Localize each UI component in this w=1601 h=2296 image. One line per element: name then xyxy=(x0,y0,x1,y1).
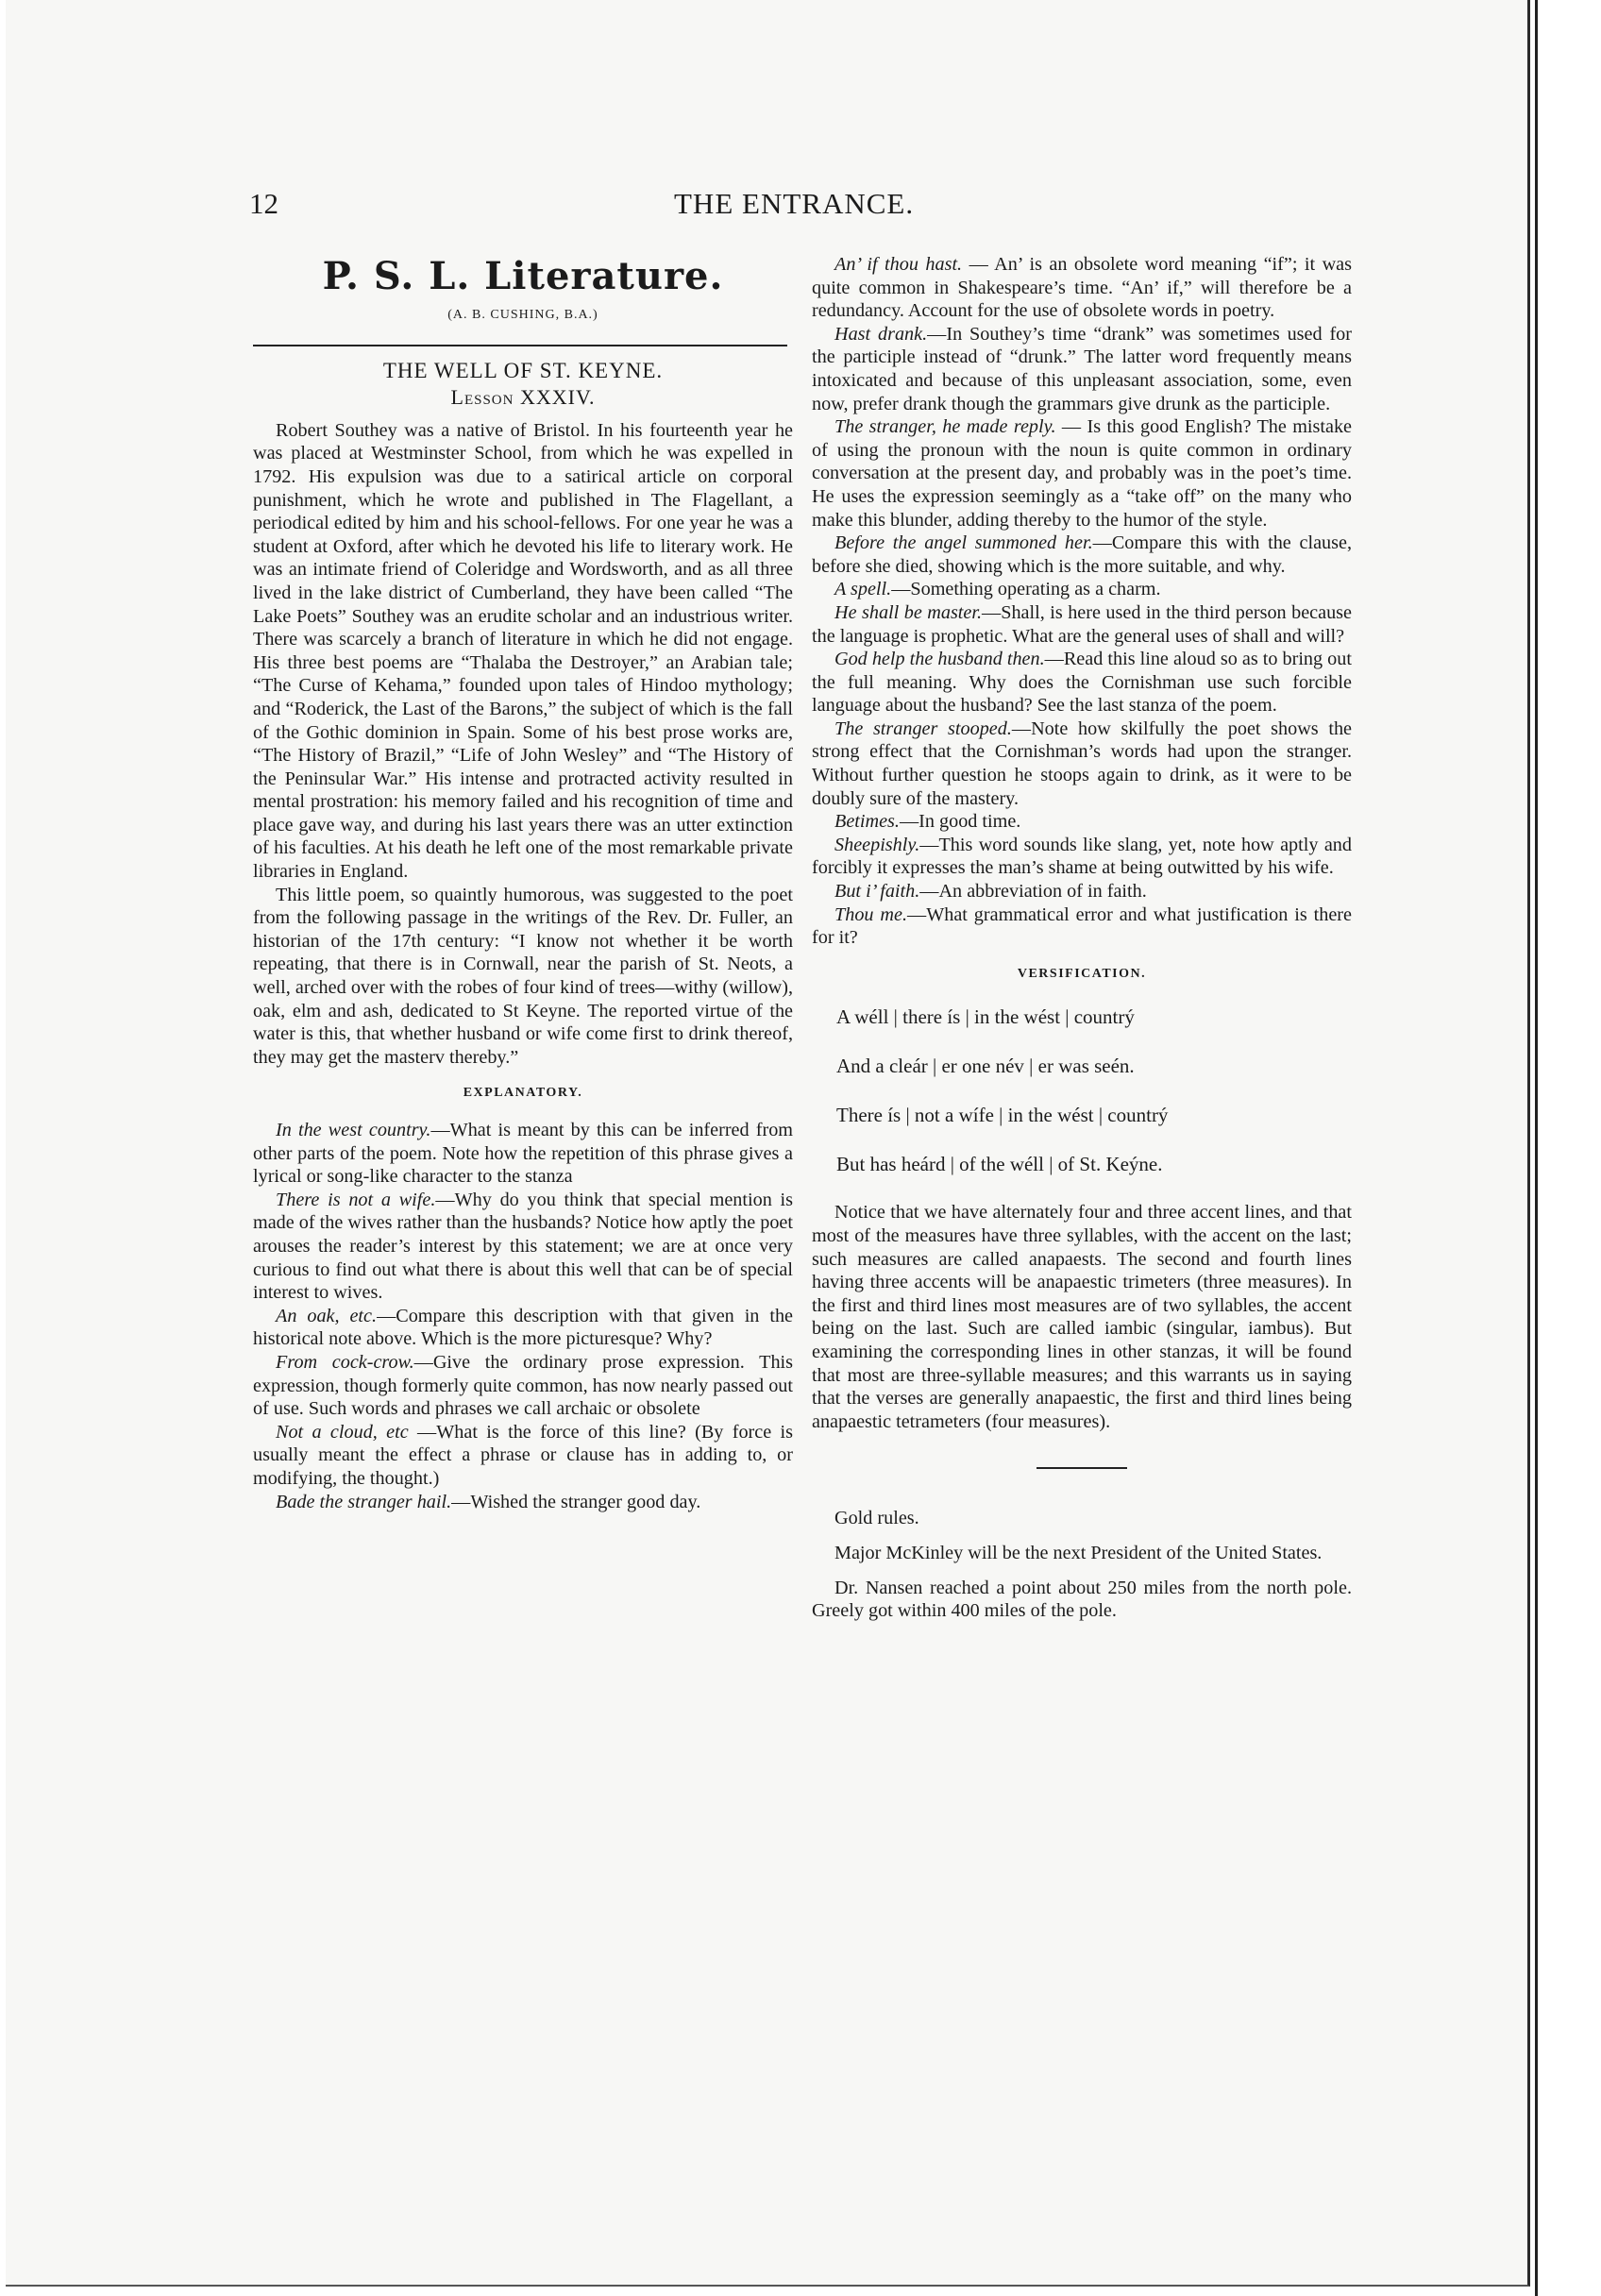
note-term: In the west country. xyxy=(276,1120,431,1140)
news-items xyxy=(812,1507,1352,1622)
note-paragraph xyxy=(812,601,1352,648)
note-text: — Is this good English? The mistake of using the pronoun with the noun is quite common in ordinary conversation at the present day, and probably was in the poet’s time. He uses the expression seemingly as a “take off” on the many who make this blunder, adding thereby to the humor of the style. xyxy=(812,416,1353,531)
note-text: —What is meant by this can be inferred from other parts of the poem. Note how the repetition of this phrase gives a lyrical or song-like character to the stanza xyxy=(253,1120,794,1188)
note-paragraph xyxy=(253,1351,793,1421)
note-term: But i’ faith. xyxy=(834,881,920,903)
note-paragraph xyxy=(812,903,1352,950)
note-text: —Compare this description with that given in the historical note above. Which is the more picturesque? Why? xyxy=(253,1305,793,1350)
news-item: Dr. Nansen reached a point about 250 miles from the north pole. Greely got within 400 miles of the pole. xyxy=(812,1577,1352,1622)
note-text: — An’ is an obsolete word meaning “if”; it was quite common in Shakespeare’s time. “An’ if,” will therefore be a redundancy. Account for the use of obsolete words in poetry. xyxy=(812,254,1352,322)
note-term: Sheepishly. xyxy=(834,834,920,855)
note-term: Not a cloud, etc xyxy=(276,1421,409,1443)
note-term: The stranger, he made reply. xyxy=(834,416,1056,438)
note-paragraph xyxy=(812,648,1352,718)
versification-heading: VERSIFICATION. xyxy=(1017,966,1147,981)
note-paragraph xyxy=(253,1305,793,1351)
note-paragraph xyxy=(812,834,1352,880)
news-item: Gold rules. xyxy=(834,1508,919,1529)
note-text: —Note how skilfully the poet shows the strong effect that the Cornishman’s words had upon the stranger. Without further question he stoops again to drink, as it were to be doubly sure of the mastery. xyxy=(812,718,1352,809)
note-text: —Read this line aloud so as to bring out the full meaning. Why does the Cornishman use such forcible language about the husband? See the last stanza of the poem. xyxy=(812,649,1352,717)
note-term: Before the angel summoned her. xyxy=(834,532,1093,554)
note-term: An’ if thou hast. xyxy=(834,254,963,275)
section-title: P. S. L. Literature. xyxy=(322,254,724,298)
note-text: —This word sounds like slang, yet, note how aptly and forcibly it expresses the man’s shame at being outwitted by his wife. xyxy=(812,834,1352,879)
note-term: An oak, etc. xyxy=(276,1305,378,1326)
notes-right xyxy=(812,253,1352,950)
note-term: There is not a wife. xyxy=(276,1189,436,1210)
note-paragraph xyxy=(812,578,1352,601)
scansion-line: A wéll | there ís | in the wést | countrý xyxy=(836,1005,1135,1029)
note-term: Thou me. xyxy=(834,903,907,925)
note-paragraph xyxy=(812,415,1352,532)
note-paragraph xyxy=(812,323,1352,415)
note-paragraph xyxy=(253,1189,793,1305)
note-paragraph xyxy=(253,1491,793,1514)
note-term: The stranger stooped. xyxy=(834,718,1012,739)
byline: (A. B. CUSHING, B.A.) xyxy=(447,308,598,322)
versification-commentary: Notice that we have alternately four and three accent lines, and that most of the measures have three syllables, with the accent on the last; such measures are called anapaests. The second and fourth lines having three accents will be anapaestic trimeters (three measures). In the first and third lines most measures are of two syllables, the accent being on the last. Such are called iambic (singular, iambus). But examining the corresponding lines in other stanzas, it will be found that most are three-syllable measures; and this warrants us in saying that the verses are generally anapaestic, the first and third lines being anapaestic tetrameters (four measures). xyxy=(812,1202,1352,1432)
note-text: —Wished the stranger good day. xyxy=(451,1491,701,1512)
note-term: Bade the stranger hail. xyxy=(276,1491,452,1512)
note-paragraph xyxy=(812,718,1352,810)
note-text: —Something operating as a charm. xyxy=(891,579,1161,600)
scansion-line: There ís | not a wífe | in the wést | countrý xyxy=(836,1104,1169,1127)
note-text: —What is the force of this line? (By force is usually meant the effect a phrase or clause has in adding to, or modifying, the thought.) xyxy=(253,1421,793,1489)
note-term: He shall be master. xyxy=(834,601,983,623)
note-term: Hast drank. xyxy=(834,323,928,345)
note-text: —Shall, is here used in the third person because the language is prophetic. What are the general uses of shall and will? xyxy=(812,601,1352,647)
note-text: —In good time. xyxy=(899,811,1021,833)
scan-margin xyxy=(1546,0,1601,2296)
note-paragraph xyxy=(812,810,1352,834)
intro-paragraph: This little poem, so quaintly humorous, was suggested to the poet from the following passage in the writings of the Rev. Dr. Fuller, an historian of the 17th century: “I know not whether it be worth repeating, that there is in Cornwall, near the parish of St. Neots, a well, arched over with the robes of four kind of trees—withy (willow), oak, elm and ash, dedicated to St Keyne. The reported virtue of the water is this, that whether husband or wife come first to drink thereof, they may get the masterv thereby.” xyxy=(253,884,793,1068)
journal-title: THE ENTRANCE. xyxy=(674,187,915,220)
divider xyxy=(1036,1467,1127,1469)
note-paragraph xyxy=(253,1119,793,1189)
note-text: —What grammatical error and what justification is there for it? xyxy=(812,903,1352,949)
news-item: Major McKinley will be the next President of the United States. xyxy=(834,1542,1323,1563)
note-text: —An abbreviation of in faith. xyxy=(919,881,1147,903)
note-paragraph xyxy=(812,532,1352,578)
scansion-lines xyxy=(836,1004,1352,1176)
note-paragraph xyxy=(253,1421,793,1491)
scansion-line: But has heárd | of the wéll | of St. Keýne. xyxy=(836,1153,1163,1176)
explanatory-heading: EXPLANATORY. xyxy=(463,1086,583,1101)
note-paragraph xyxy=(812,253,1352,323)
lesson-number: Lesson XXXIV. xyxy=(450,385,596,410)
right-column xyxy=(812,253,1352,1634)
page-number: 12 xyxy=(249,187,278,220)
note-text: —Compare this with the clause, before she died, showing which is the more suitable, and why. xyxy=(812,532,1352,577)
note-term: God help the husband then. xyxy=(834,649,1045,670)
divider xyxy=(253,345,787,346)
running-head xyxy=(249,187,1359,225)
note-text: —In Southey’s time “drank” was sometimes used for the participle instead of “drunk.” The latter word frequently means intoxicated and because of this unpleasant association, some, even now, prefer drank though the grammars give drunk as the participle. xyxy=(812,323,1352,414)
note-term: From cock-crow. xyxy=(276,1351,414,1373)
poem-title: THE WELL OF ST. KEYNE. xyxy=(382,358,664,382)
notes-left xyxy=(253,1119,793,1513)
note-term: Betimes. xyxy=(834,811,900,833)
intro-paragraph: Robert Southey was a native of Bristol. In his fourteenth year he was placed at Westminster School, from which he was expelled in 1792. His expulsion was due to a satirical article on corporal punishment, which he wrote and published in The Flagellant, a periodical edited by him and his school-fellows. For one year he was a student at Oxford, after which he devoted his life to literary work. He was an intimate friend of Coleridge and Wordsworth, and as all three lived in the lake district of Cumberland, they have been called “The Lake Poets” Southey was an erudite scholar and an industrious writer. There was scarcely a branch of literature in which he did not engage. His three best poems are “Thalaba the Destroyer,” an Arabian tale; “The Curse of Kehama,” founded upon tales of Hindoo mythology; and “Roderick, the Last of the Barons,” the subject of which is the fall of the Gothic dominion in Spain. Some of his best prose works are, “The History of Brazil,” “Life of John Wesley” and “The History of the Peninsular War.” His intense and protracted activity resulted in mental prostration: his memory failed and his recognition of time and place gave way, and during his last years there was an utter extinction of his faculties. At his death he left one of the most remarkable private libraries in England. xyxy=(253,419,793,883)
note-term: A spell. xyxy=(834,579,892,600)
page-edge xyxy=(1535,0,1538,2296)
note-text: —Why do you think that special mention is made of the wives rather than the husbands? Notice how aptly the poet arouses the reader’s interest by this statement; we are at once very curious to find out what there is about this well that can be of special interest to wives. xyxy=(253,1189,793,1304)
scansion-line: And a cleár | er one név | er was seén. xyxy=(836,1055,1135,1078)
note-text: —Give the ordinary prose expression. This expression, though formerly quite common, has now nearly passed out of use. Such words and phrases we call archaic or obsolete xyxy=(253,1351,794,1420)
note-paragraph xyxy=(812,880,1352,903)
left-column xyxy=(253,253,793,1513)
